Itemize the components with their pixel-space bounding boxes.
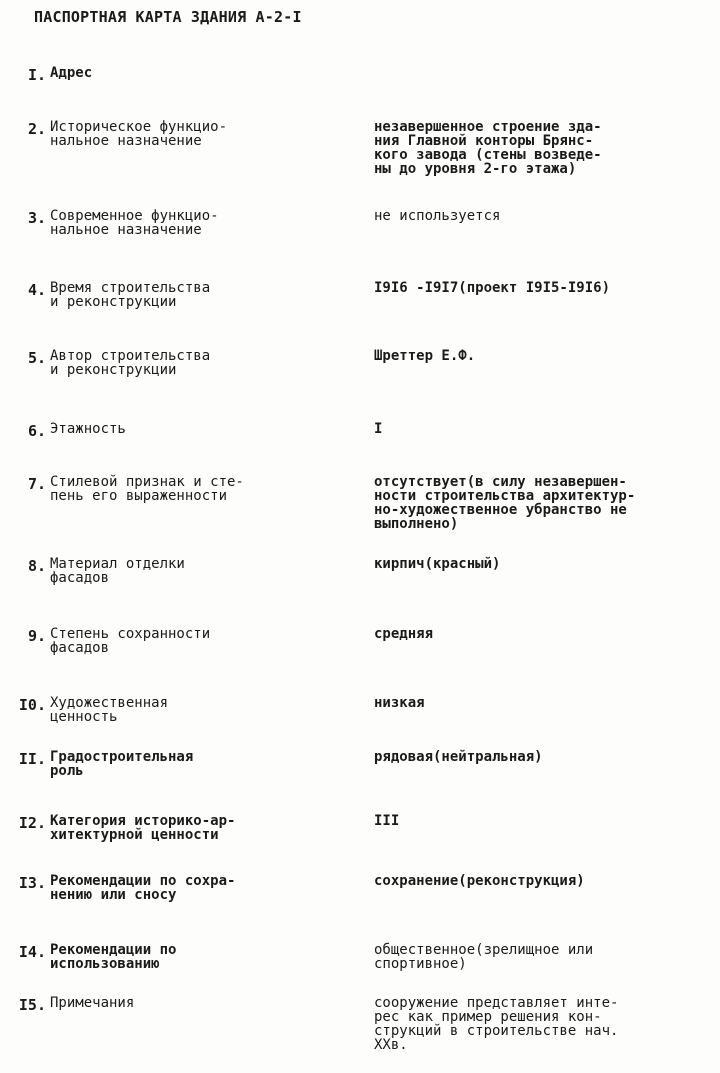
item-number: I5. (18, 996, 46, 1014)
item-label: Время строительства и реконструкции (50, 280, 211, 310)
item-value: сооружение представляет инте- рес как пример решения кон- струкций в строительстве нач. ХХв. (374, 995, 619, 1053)
item-label: Рекомендации по сохра- нению или сносу (50, 873, 236, 903)
item-number: 9. (27, 627, 46, 645)
item-number: I0. (18, 696, 46, 714)
item-label: Автор строительства и реконструкции (50, 348, 211, 378)
item-value: сохранение(реконструкция) (374, 873, 585, 889)
item-number: I4. (18, 943, 46, 961)
document-title: ПАСПОРТНАЯ КАРТА ЗДАНИЯ А-2-I (34, 8, 302, 26)
item-label: Современное функцио- нальное назначение (50, 208, 219, 238)
item-label: Стилевой признак и сте- пень его выраженности (50, 474, 244, 504)
item-value: Шреттер Е.Ф. (374, 348, 476, 364)
item-label: Адрес (50, 65, 93, 81)
item-value: III (374, 813, 400, 829)
item-number: II. (18, 750, 46, 768)
item-value: не используется (374, 208, 501, 224)
item-label: Материал отделки фасадов (50, 556, 185, 586)
item-value: низкая (374, 695, 425, 711)
item-number: I. (27, 66, 46, 84)
item-value: рядовая(нейтральная) (374, 749, 543, 765)
item-number: 3. (27, 209, 46, 227)
item-number: 7. (27, 475, 46, 493)
item-number: I2. (18, 814, 46, 832)
item-label: Примечания (50, 995, 135, 1011)
item-number: 4. (27, 281, 46, 299)
item-label: Степень сохранности фасадов (50, 626, 211, 656)
item-label: Этажность (50, 421, 126, 437)
item-label: Художественная ценность (50, 695, 169, 725)
item-number: I3. (18, 874, 46, 892)
item-value: кирпич(красный) (374, 556, 501, 572)
item-value: отсутствует(в силу незавершен- ности строительства архитектур- но-художественное убранство не выполнено) (374, 474, 636, 532)
item-label: Историческое функцио- нальное назначение (50, 119, 228, 149)
item-number: 6. (27, 422, 46, 440)
item-value: общественное(зрелищное или спортивное) (374, 942, 594, 972)
item-value: I9I6 -I9I7(проект I9I5-I9I6) (374, 280, 611, 296)
item-value: средняя (374, 626, 434, 642)
item-label: Рекомендации по использованию (50, 942, 177, 972)
item-number: 8. (27, 557, 46, 575)
item-value: незавершенное строение зда- ния Главной конторы Брянс- кого завода (стены возведе- ны до уровня 2-го этажа) (374, 119, 602, 177)
item-label: Градостроительная роль (50, 749, 194, 779)
item-value: I (374, 421, 383, 437)
item-label: Категория историко-ар- хитектурной ценности (50, 813, 236, 843)
item-number: 5. (27, 349, 46, 367)
item-number: 2. (27, 120, 46, 138)
